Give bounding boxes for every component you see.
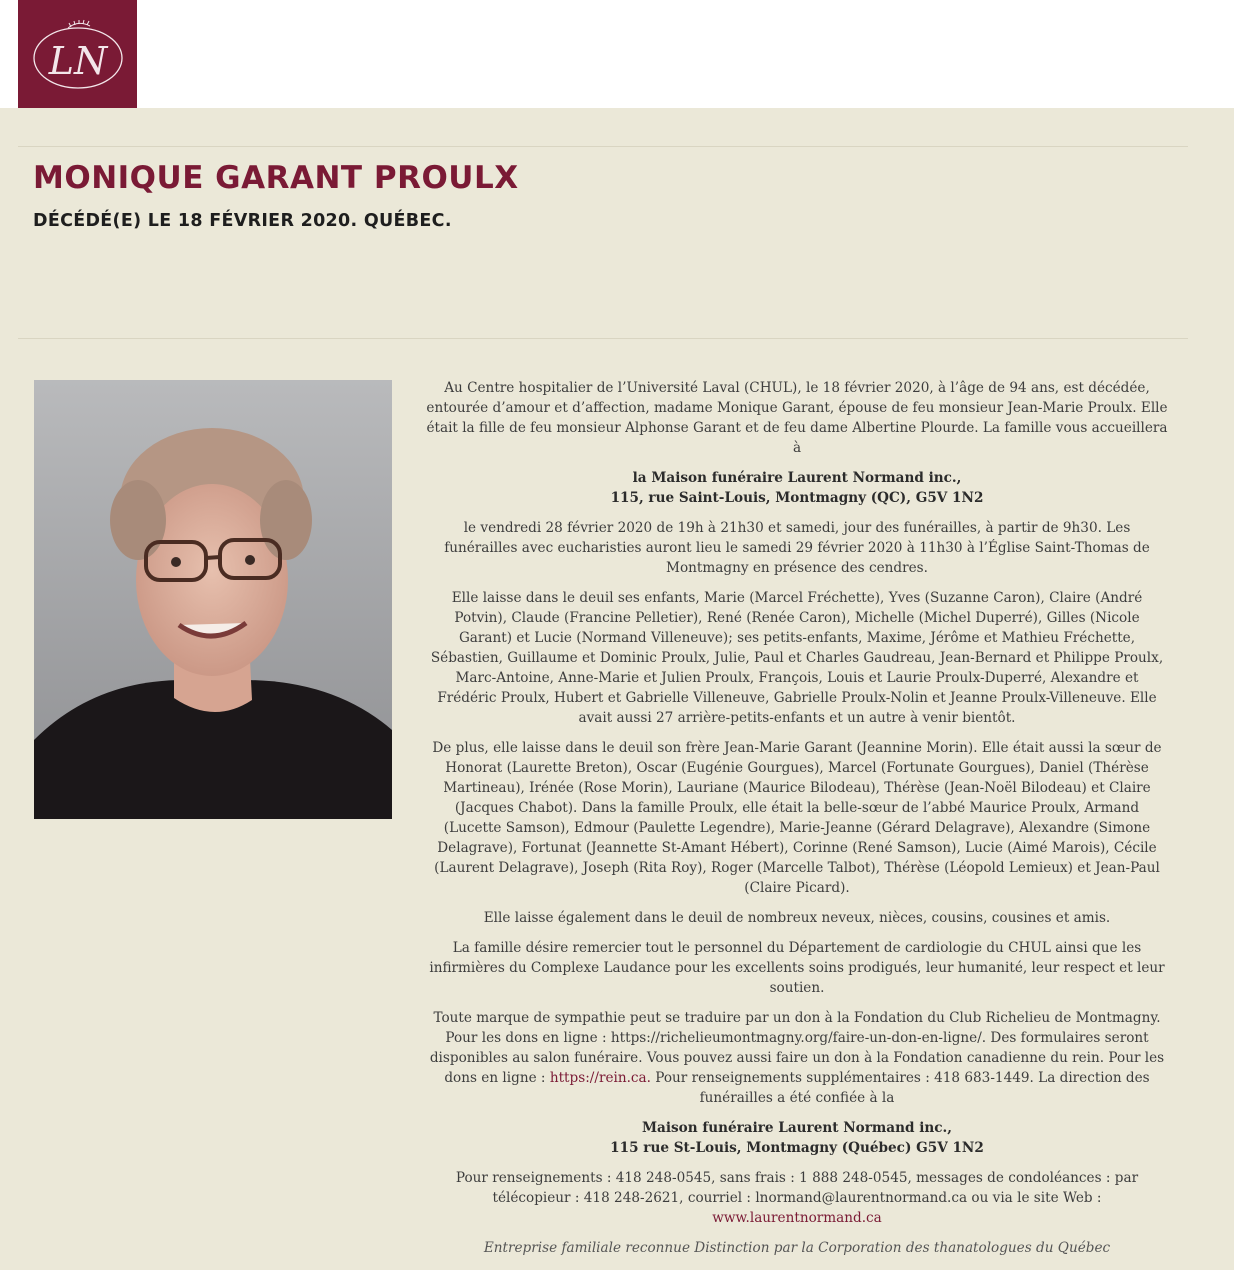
venue-address: 115, rue Saint-Louis, Montmagny (QC), G5V 1N2 — [610, 490, 984, 506]
venue-address: 115 rue St-Louis, Montmagny (Québec) G5V 1N2 — [610, 1140, 984, 1156]
donation-text: Toute marque de sympathie peut se traduire par un don à la Fondation du Club Richelieu de Montmagny. Pour les dons en ligne : https://richelieumontmagny.org/faire-un-don-en-ligne/. Des formulaires seront disponibles au salon funéraire. Vous pouvez aussi faire un don à la Fondation canadienne du rein. Pour les dons en ligne : — [429, 1010, 1165, 1086]
venue-name: Maison funéraire Laurent Normand inc., — [641, 1120, 952, 1136]
paragraph-donations — [426, 1008, 1168, 1108]
rein-link[interactable]: https://rein.ca. — [549, 1070, 651, 1086]
top-bar — [0, 0, 1234, 108]
divider-top — [18, 146, 1188, 147]
website-link[interactable]: www.laurentnormand.ca — [712, 1210, 882, 1226]
paragraph-family: Elle laisse dans le deuil ses enfants, Marie (Marcel Fréchette), Yves (Suzanne Caron), Claire (André Potvin), Claude (Francine Pelletier), René (Renée Caron), Michelle (Michel Duperré), Gilles (Nicole Garant) et Lucie (Normand Villeneuve); ses petits-enfants, Maxime, Jérôme et Mathieu Fréchette, Sébastien, Guillaume et Dominic Proulx, Julie, Paul et Charles Gaudreau, Jean-Bernard et Philippe Proulx, Marc-Antoine, Anne-Marie et Julien Proulx, François, Louis et Laurie Proulx-Duperré, Alexandre et Frédéric Proulx, Hubert et Gabrielle Villeneuve, Gabrielle Proulx-Nolin et Jeanne Proulx-Villeneuve. Elle avait aussi 27 arrière-petits-enfants et un autre à venir bientôt. — [430, 590, 1164, 726]
paragraph-intro: Au Centre hospitalier de l’Université Laval (CHUL), le 18 février 2020, à l’âge de 94 ans, est décédée, entourée d’amour et d’affection, madame Monique Garant, épouse de feu monsieur Jean-Marie Proulx. Elle était la fille de feu monsieur Alphonse Garant et de feu dame Albertine Plourde. La famille vous accueillera à — [426, 380, 1168, 456]
brand-logo[interactable] — [18, 0, 137, 108]
paragraph-siblings: De plus, elle laisse dans le deuil son frère Jean-Marie Garant (Jeannine Morin). Elle était aussi la sœur de Honorat (Laurette Breton), Oscar (Eugénie Gourgues), Marcel (Fortunate Gourgues), Daniel (Thérèse Martineau), Irénée (Rose Morin), Lauriane (Maurice Bilodeau), Thérèse (Jean-Noël Bilodeau) et Claire (Jacques Chabot). Dans la famille Proulx, elle était la belle-sœur de l’abbé Maurice Proulx, Armand (Lucette Samson), Edmour (Paulette Legendre), Marie-Jeanne (Gérard Delagrave), Alexandre (Simone Delagrave), Fortunat (Jeannette St-Amant Hébert), Corinne (René Samson), Lucie (Aimé Marois), Cécile (Laurent Delagrave), Joseph (Rita Roy), Roger (Marcelle Talbot), Thérèse (Léopold Lemieux) et Jean-Paul (Claire Picard). — [432, 740, 1162, 896]
paragraph-visitation: le vendredi 28 février 2020 de 19h à 21h30 et samedi, jour des funérailles, à partir de 9h30. Les funérailles avec eucharisties auront lieu le samedi 29 février 2020 à 11h30 à l’Église Saint-Thomas de Montmagny en présence des cendres. — [444, 520, 1150, 576]
paragraph-relatives: Elle laisse également dans le deuil de nombreux neveux, nièces, cousins, cousines et amis. — [483, 910, 1111, 926]
divider-bottom — [18, 338, 1188, 339]
portrait-photo — [34, 380, 392, 819]
portrait-image — [34, 380, 392, 819]
death-date-line: DÉCÉDÉ(E) LE 18 FÉVRIER 2020. QUÉBEC. — [33, 211, 452, 231]
venue-block-1 — [426, 468, 1168, 508]
distinction-note: Entreprise familiale reconnue Distinction par la Corporation des thanatologues du Québec — [483, 1240, 1111, 1256]
paragraph-thanks: La famille désire remercier tout le personnel du Département de cardiologie du CHUL ainsi que les infirmières du Complexe Laudance pour les excellents soins prodigués, leur humanité, leur respect et leur soutien. — [429, 940, 1165, 996]
ln-monogram-icon — [28, 14, 128, 94]
obituary-text — [426, 378, 1168, 1268]
page-title: MONIQUE GARANT PROULX — [33, 160, 519, 196]
contact-text: Pour renseignements : 418 248-0545, sans frais : 1 888 248-0545, messages de condoléances : par télécopieur : 418 248-2621, courriel : lnormand@laurentnormand.ca ou via le site Web : — [455, 1170, 1139, 1206]
donation-text-end: Pour renseignements supplémentaires : 418 683-1449. La direction des funérailles a été confiée à la — [650, 1070, 1150, 1106]
venue-block-2 — [426, 1118, 1168, 1158]
venue-name: la Maison funéraire Laurent Normand inc., — [632, 470, 962, 486]
paragraph-contact — [426, 1168, 1168, 1228]
svg-text:LN: LN — [48, 39, 107, 83]
